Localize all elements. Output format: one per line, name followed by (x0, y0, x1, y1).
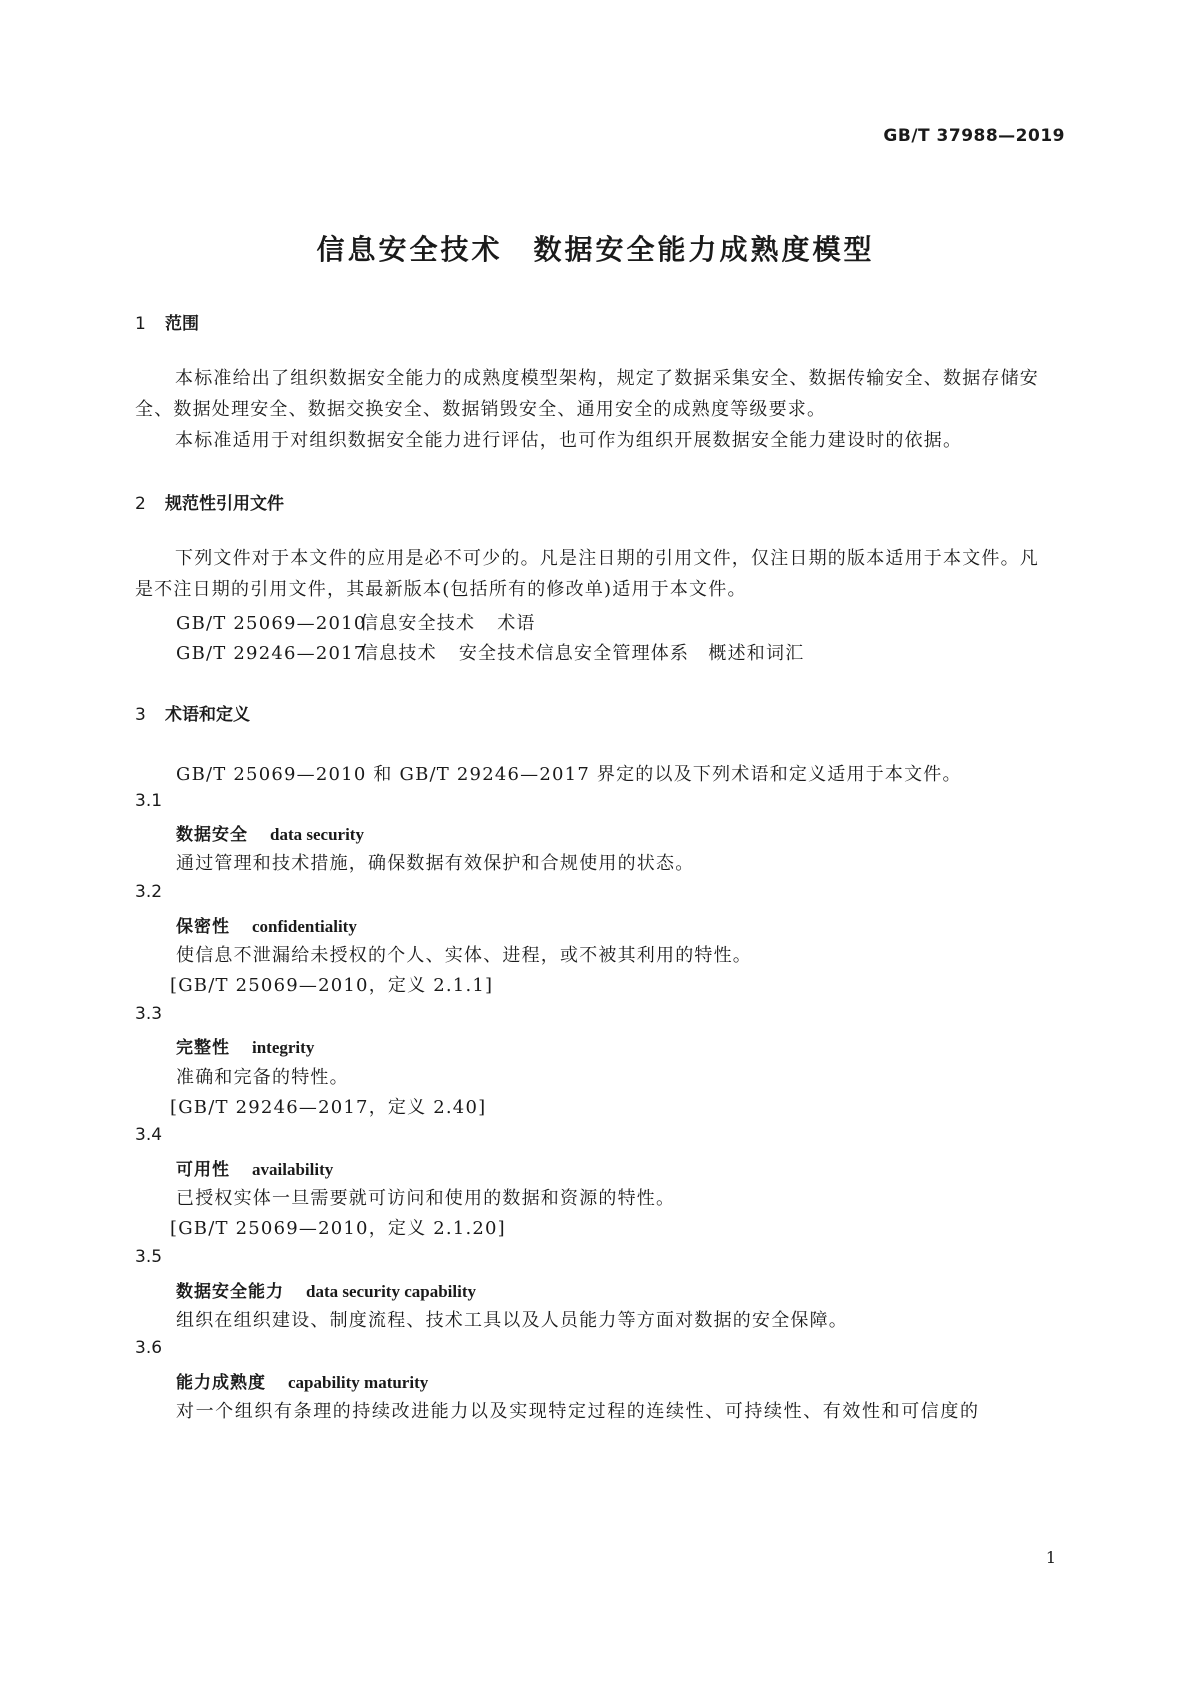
term-number: 3.4 (135, 1125, 163, 1145)
term-name-zh: 能力成熟度 (176, 1373, 266, 1393)
paragraph: 本标准适用于对组织数据安全能力进行评估，也可作为组织开展数据安全能力建设时的依据。 (175, 430, 963, 451)
reference-subtitle: 安全技术信息安全管理体系 概述和词汇 (458, 643, 805, 664)
term-definition: 通过管理和技术措施，确保数据有效保护和合规使用的状态。 (176, 853, 695, 874)
section-2-heading (135, 489, 284, 514)
term-number: 3.3 (135, 1004, 163, 1024)
term-name-en: availability (252, 1160, 334, 1179)
term-name-en: capability maturity (288, 1373, 429, 1392)
reference-title: 信息安全技术 (360, 613, 476, 634)
reference-subtitle: 术语 (497, 613, 536, 634)
term-source: [GB/T 25069—2010，定义 2.1.20] (170, 1218, 506, 1239)
section-1-heading (135, 309, 199, 334)
reference-code: GB/T 25069—2010 (176, 613, 367, 634)
term-number: 3.2 (135, 882, 163, 902)
reference-item (176, 609, 536, 635)
section-title: 规范性引用文件 (165, 494, 284, 514)
paragraph: 本标准给出了组织数据安全能力的成熟度模型架构，规定了数据采集安全、数据传输安全、数据存储安全、数据处理安全、数据交换安全、数据销毁安全、通用安全的成熟度等级要求。 (135, 368, 1039, 420)
terms-intro: GB/T 25069—2010 和 GB/T 29246—2017 界定的以及下列术语和定义适用于本文件。 (176, 764, 962, 785)
term-name-en: data security (270, 825, 364, 844)
term-name-zh: 数据安全 (176, 825, 248, 845)
term-name-zh: 可用性 (176, 1160, 230, 1180)
term-title (176, 1033, 314, 1058)
term-number: 3.1 (135, 791, 163, 811)
document-title: 信息安全技术 数据安全能力成熟度模型 (316, 233, 875, 266)
section-number: 2 (135, 494, 146, 514)
term-name-en: integrity (252, 1038, 315, 1057)
term-title (176, 820, 364, 845)
page-number: 1 (1045, 1548, 1056, 1567)
term-name-zh: 完整性 (176, 1038, 230, 1058)
term-source: [GB/T 25069—2010，定义 2.1.1] (170, 975, 494, 996)
term-definition: 组织在组织建设、制度流程、技术工具以及人员能力等方面对数据的安全保障。 (176, 1310, 848, 1331)
term-title (176, 1155, 333, 1180)
term-name-zh: 保密性 (176, 917, 230, 937)
term-title (176, 912, 357, 937)
reference-item (176, 639, 804, 665)
term-number: 3.5 (135, 1247, 163, 1267)
term-definition: 使信息不泄漏给未授权的个人、实体、进程，或不被其利用的特性。 (176, 945, 752, 966)
section-3-heading (135, 700, 250, 725)
term-definition: 对一个组织有条理的持续改进能力以及实现特定过程的连续性、可持续性、有效性和可信度的 (176, 1401, 980, 1422)
standard-number: GB/T 37988—2019 (883, 126, 1065, 146)
term-number: 3.6 (135, 1338, 163, 1358)
section-title: 术语和定义 (165, 705, 250, 725)
reference-code: GB/T 29246—2017 (176, 643, 367, 664)
section-title: 范围 (165, 314, 199, 334)
term-title (176, 1277, 476, 1302)
term-source: [GB/T 29246—2017，定义 2.40] (170, 1097, 487, 1118)
section-number: 3 (135, 705, 146, 725)
term-name-en: data security capability (306, 1282, 476, 1301)
reference-title: 信息技术 (360, 643, 437, 664)
term-title (176, 1368, 428, 1393)
term-name-en: confidentiality (252, 917, 357, 936)
paragraph: 下列文件对于本文件的应用是必不可少的。凡是注日期的引用文件，仅注日期的版本适用于本文件。凡是不注日期的引用文件，其最新版本(包括所有的修改单)适用于本文件。 (135, 548, 1039, 600)
term-name-zh: 数据安全能力 (176, 1282, 284, 1302)
term-definition: 已授权实体一旦需要就可访问和使用的数据和资源的特性。 (176, 1188, 676, 1209)
section-number: 1 (135, 314, 146, 334)
term-definition: 准确和完备的特性。 (176, 1067, 349, 1088)
